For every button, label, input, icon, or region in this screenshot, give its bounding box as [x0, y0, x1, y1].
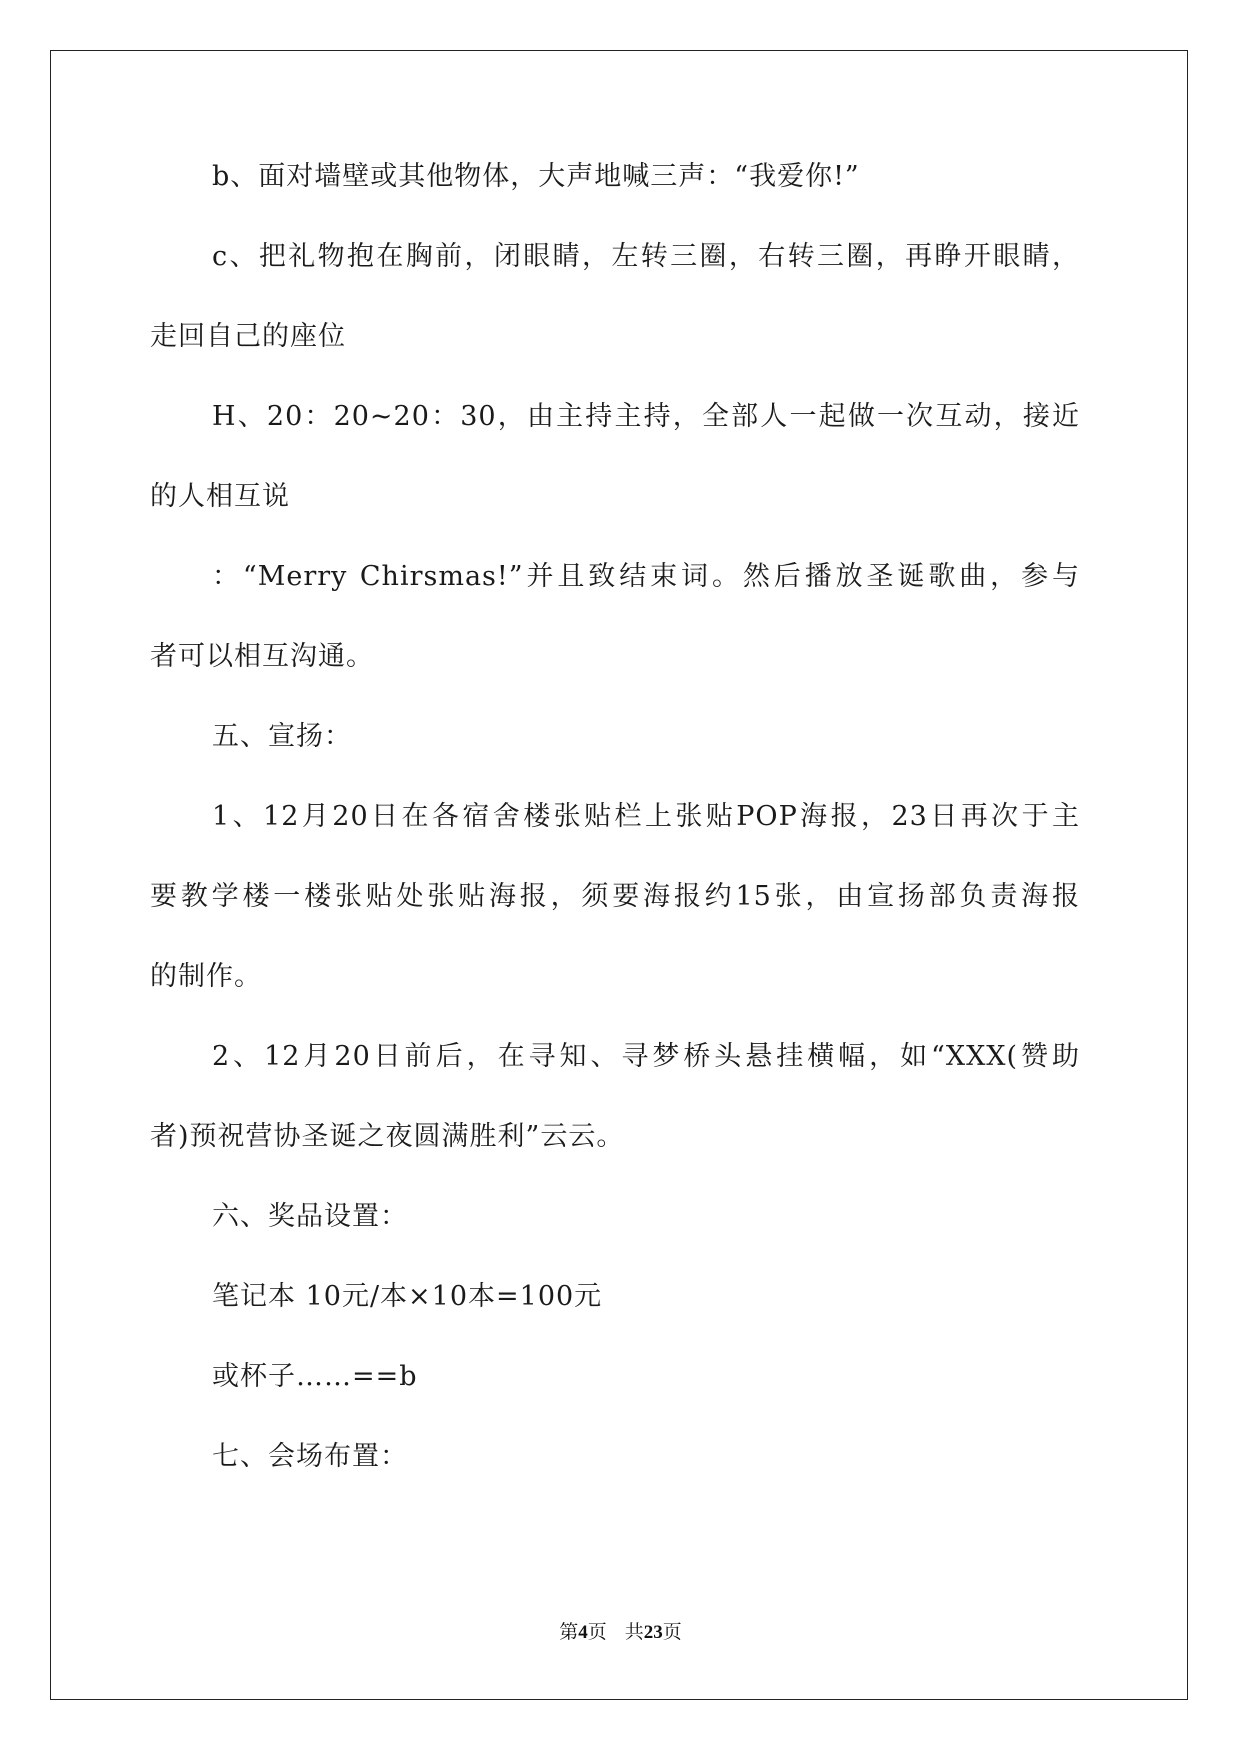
paragraph-quote-line2: 者可以相互沟通。	[150, 641, 374, 672]
paragraph-b-item: b、面对墙壁或其他物体，大声地喊三声：“我爱你!”	[212, 161, 860, 192]
current-page-number: 4	[578, 1622, 588, 1643]
paragraph-h-item-line1: H、20：20~20：30，由主持主持，全部人一起做一次互动，接近	[212, 401, 1080, 432]
prize-notebook: 笔记本 10元/本×10本=100元	[212, 1281, 603, 1312]
section-7-heading: 七、会场布置：	[212, 1441, 408, 1472]
paragraph-h-item-line2: 的人相互说	[150, 481, 290, 512]
paragraph-item1-line2: 要教学楼一楼张贴处张贴海报，须要海报约15张，由宣扬部负责海报	[150, 881, 1080, 912]
footer-page-unit: 页	[587, 1622, 607, 1643]
footer-total-unit: 页	[662, 1622, 682, 1643]
footer-prefix: 第	[559, 1622, 579, 1643]
prize-cup: 或杯子……==b	[212, 1361, 418, 1392]
paragraph-c-item-line1: c、把礼物抱在胸前，闭眼睛，左转三圈，右转三圈，再睁开眼睛，	[212, 241, 1080, 272]
footer-total-prefix: 共	[624, 1622, 644, 1643]
paragraph-item2-line2: 者)预祝营协圣诞之夜圆满胜利”云云。	[150, 1121, 625, 1152]
paragraph-item1-line3: 的制作。	[150, 961, 262, 992]
paragraph-c-item-line2: 走回自己的座位	[150, 321, 346, 352]
total-pages-number: 23	[643, 1622, 663, 1643]
paragraph-quote-line1: ：“Merry Chirsmas!”并且致结束词。然后播放圣诞歌曲，参与	[212, 561, 1080, 592]
paragraph-item1-line1: 1、12月20日在各宿舍楼张贴栏上张贴POP海报，23日再次于主	[212, 801, 1080, 832]
page-footer	[0, 1617, 1241, 1644]
section-6-heading: 六、奖品设置：	[212, 1201, 408, 1232]
section-5-heading: 五、宣扬：	[212, 721, 352, 752]
paragraph-item2-line1: 2、12月20日前后，在寻知、寻梦桥头悬挂横幅，如“XXX(赞助	[212, 1041, 1080, 1072]
